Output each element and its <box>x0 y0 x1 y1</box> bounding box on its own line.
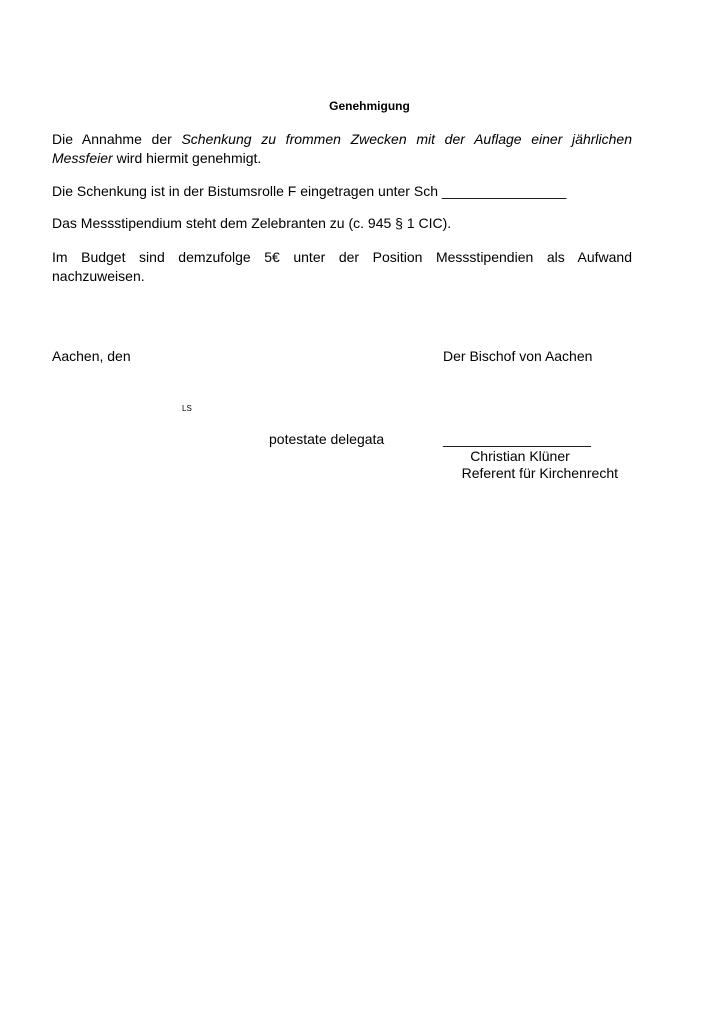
approval-paragraph <box>52 130 632 168</box>
document-title: Genehmigung <box>329 99 410 113</box>
approval-text-tail: wird hiermit genehmigt. <box>112 150 262 166</box>
signer-role: Referent für Kirchenrecht <box>461 465 618 481</box>
signature-line: ___________________ <box>443 431 591 447</box>
registration-paragraph: Die Schenkung ist in der Bistumsrolle F eingetragen unter Sch ________________ <box>52 183 567 199</box>
seal-marker: LS <box>182 404 192 413</box>
budget-line-1: Im Budget sind demzufolge 5€ unter der Position Messstipendien als Aufwand <box>52 249 632 265</box>
signer-name: Christian Klüner <box>470 448 570 464</box>
stipend-paragraph: Das Messstipendium steht dem Zelebranten zu (c. 945 § 1 CIC). <box>52 215 452 231</box>
budget-line-2: nachzuweisen. <box>52 268 145 284</box>
place-date: Aachen, den <box>52 348 131 364</box>
approval-text-italic-2: Messfeier <box>52 150 113 166</box>
potestate-label: potestate delegata <box>269 431 385 447</box>
approval-line-2 <box>52 150 261 166</box>
approval-line-1 <box>52 130 632 149</box>
bishop-label: Der Bischof von Aachen <box>443 348 593 364</box>
approval-text-italic: Schenkung zu frommen Zwecken mit der Auflage einer jährlichen <box>181 131 632 147</box>
approval-text-lead: Die Annahme der <box>52 131 182 147</box>
budget-paragraph <box>52 248 632 286</box>
